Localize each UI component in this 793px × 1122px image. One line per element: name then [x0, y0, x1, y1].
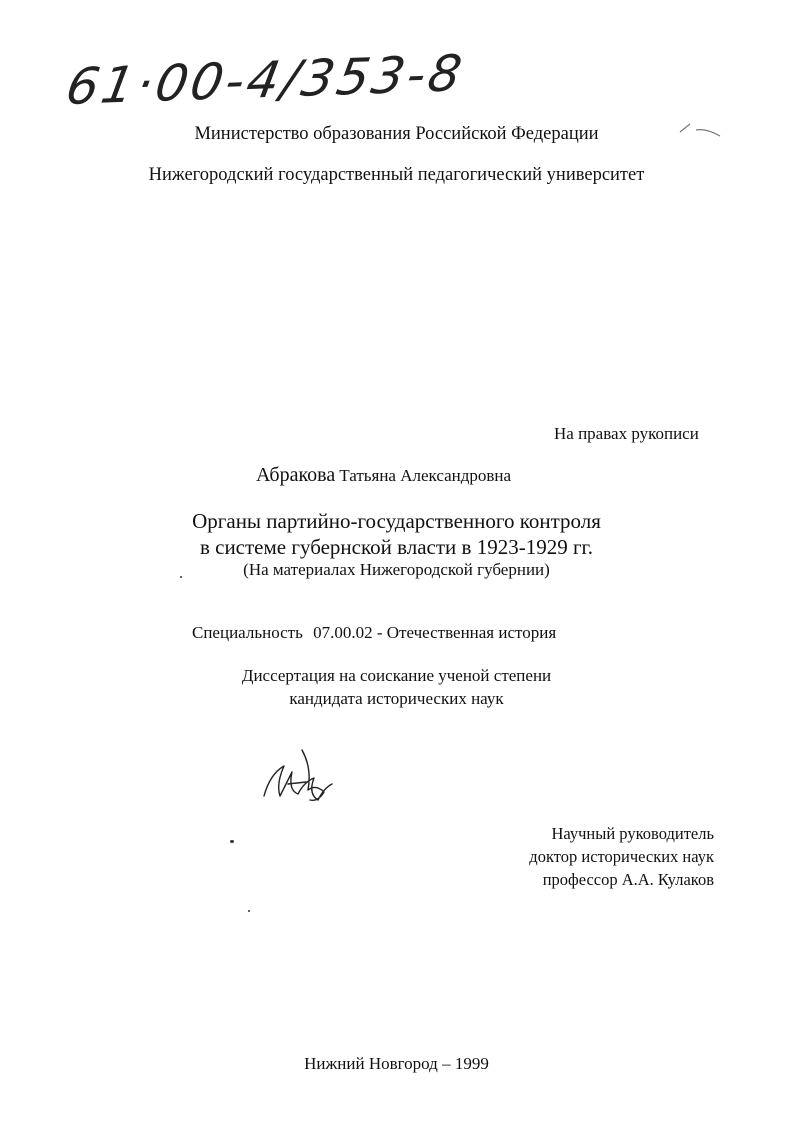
scan-speck	[230, 840, 234, 843]
specialty-label: Специальность	[192, 623, 303, 642]
supervisor-role: Научный руководитель	[551, 824, 714, 843]
dissertation-title-line2: в системе губернской власти в 1923-1929 гг.	[199, 535, 594, 559]
dissertation-title-line1: Органы партийно-государственного контроля	[192, 509, 601, 533]
author-surname: Абракова	[256, 464, 336, 486]
supervisor-name: профессор А.А. Кулаков	[542, 870, 714, 889]
author-given-names: Татьяна Александровна	[339, 466, 512, 485]
supervisor-degree: доктор исторических наук	[529, 847, 714, 866]
degree-line1: Диссертация на соискание ученой степени	[241, 666, 552, 685]
scan-speck	[180, 576, 182, 578]
scan-speck	[248, 910, 250, 912]
specialty-name: - Отечественная история	[376, 623, 557, 642]
author-signature	[258, 744, 344, 814]
university-line: Нижегородский государственный педагогический университет	[148, 165, 645, 185]
ministry-line: Министерство образования Российской Федерации	[194, 124, 599, 144]
place-and-year: Нижний Новгород – 1999	[304, 1054, 489, 1073]
author-name	[256, 464, 511, 487]
manuscript-rights: На правах рукописи	[554, 424, 699, 443]
degree-line2: кандидата исторических наук	[289, 689, 504, 708]
dissertation-subtitle: (На материалах Нижегородской губернии)	[243, 560, 550, 579]
specialty-code: 07.00.02	[313, 623, 373, 642]
specialty-line	[192, 623, 556, 643]
archive-code-handwritten: 61·00-4/353-8	[61, 44, 469, 116]
